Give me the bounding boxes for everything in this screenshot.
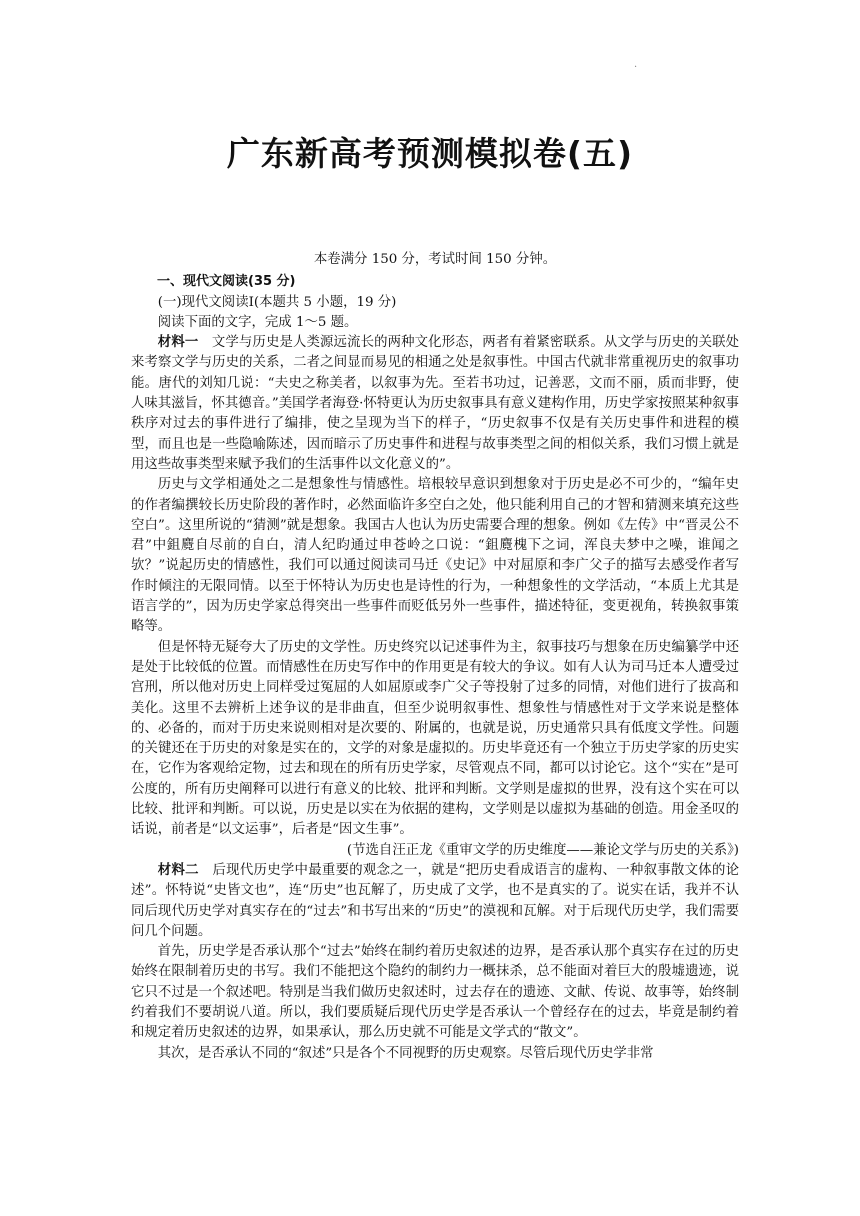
section-heading: 一、现代文阅读(35 分): [157, 274, 296, 290]
material-1-text-1: 文学与历史是人类源远流长的两种文化形态，两者有着紧密联系。从文学与历史的关联处来考察文学与历史的关系，二者之间显而易见的相通之处是叙事性。中国古代就非常重视历史的叙事功能。唐代的刘知几说：“夫史之称美者，以叙事为先。至若书功过，记善恶，文而不丽，质而非野，使人味其滋旨，怀其德音。”美国学者海登·怀特更认为历史叙事具有意义建构作用，历史学家按照某种叙事秩序对过去的事件进行了编排，使之呈现为当下的样子，“历史叙事不仅是有关历史事件和进程的模型，而且也是一些隐喻陈述，因而暗示了历史事件和进程与故事类型之间的相似关系，我们习惯上就是用这些故事类型来赋予我们的生活事件以文化意义的”。: [131, 335, 740, 472]
material-1-paragraph-3: 但是怀特无疑夸大了历史的文学性。历史终究以记述事件为主，叙事技巧与想象在历史编纂学中还是处于比较低的位置。而情感性在历史写作中的作用更是有较大的争议。如有人认为司马迁本人遭受过宫刑，所以他对历史上同样受过冤屈的人如屈原或李广父子等投射了过多的同情，对他们进行了拔高和美化。这里不去辨析上述争议的是非曲直，但至少说明叙事性、想象性与情感性对于文学来说是整体的、必备的，而对于历史来说则相对是次要的、附属的，也就是说，历史通常只具有低度文学性。问题的关键还在于历史的对象是实在的，文学的对象是虚拟的。历史毕竟还有一个独立于历史学家的历史实在，它作为客观给定物，过去和现在的所有历史学家，尽管观点不同，都可以讨论它。这个“实在”是可公度的，所有历史阐释可以进行有意义的比较、批评和判断。文学则是虚拟的世界，没有这个实在可以比较、批评和判断。可以说，历史是以实在为依据的建构，文学则是以虚拟为基础的创造。用金圣叹的话说，前者是“以文运事”，后者是“因文生事”。: [131, 639, 739, 838]
material-1-paragraph-2: 历史与文学相通处之二是想象性与情感性。培根较早意识到想象对于历史是必不可少的，“编年史的作者编撰较长历史阶段的著作时，必然面临许多空白之处，他只能利用自己的才智和猜测来填充这些空白”。这里所说的“猜测”就是想象。我国古人也认为历史需要合理的想象。例如《左传》中“晋灵公不君”中鉏麑自尽前的自白，清人纪昀通过申苍岭之口说：“鉏麑槐下之词，浑良夫梦中之噪，谁闻之欤？”说起历史的情感性，我们可以通过阅读司马迁《史记》中对屈原和李广父子的描写去感受作者写作时倾注的无限同情。以至于怀特认为历史也是诗性的行为，一种想象性的文学活动，“本质上尤其是语言学的”，因为历史学家总得突出一些事件而贬低另外一些事件，描述特征，变更视角，转换叙事策略等。: [131, 477, 739, 635]
material-2-paragraph-3: 其次，是否承认不同的“叙述”只是各个不同视野的历史观察。尽管后现代历史学非常: [157, 1045, 654, 1061]
subsection-heading: (一)现代文阅读Ⅰ(本题共 5 小题，19 分): [157, 294, 397, 310]
instruction: 阅读下面的文字，完成 1～5 题。: [157, 314, 358, 330]
material-2-text-1: 后现代历史学中最重要的观念之一，就是“把历史看成语言的虚构、一种叙事散文体的论述”。怀特说“史皆文也”，连“历史”也瓦解了，历史成了文学，也不是真实的了。说实在话，我并不认同后现代历史学对真实存在的“过去”和书写出来的“历史”的漠视和瓦解。对于后现代历史学，我们需要问几个问题。: [131, 862, 740, 939]
material-2-label: 材料二: [157, 862, 199, 878]
material-2-paragraph-2: 首先，历史学是否承认那个“过去”始终在制约着历史叙述的边界，是否承认那个真实存在过的历史始终在限制着历史的书写。我们不能把这个隐约的制约力一概抹杀，总不能面对着巨大的殷墟遗迹，说它只不过是一个叙述吧。特别是当我们做历史叙述时，过去存在的遗迹、文献、传说、故事等，始终制约着我们不要胡说八道。所以，我们要质疑后现代历史学是否承认一个曾经存在的过去，毕竟是制约着和规定着历史叙述的边界，如果承认，那么历史就不可能是文学式的“散文”。: [131, 944, 739, 1041]
material-1-paragraph-1: [131, 333, 739, 475]
material-1-source: (节选自汪正龙《重审文学的历史维度——兼论文学与历史的关系》): [346, 842, 739, 858]
page-title: 广东新高考预测模拟卷(五): [226, 134, 634, 173]
material-1-label: 材料一: [157, 335, 199, 351]
page-mark: ·: [634, 62, 638, 73]
exam-notice: 本卷满分 150 分，考试时间 150 分钟。: [313, 252, 557, 267]
material-2-paragraph-1: [131, 861, 739, 942]
exam-content: [131, 250, 739, 1064]
